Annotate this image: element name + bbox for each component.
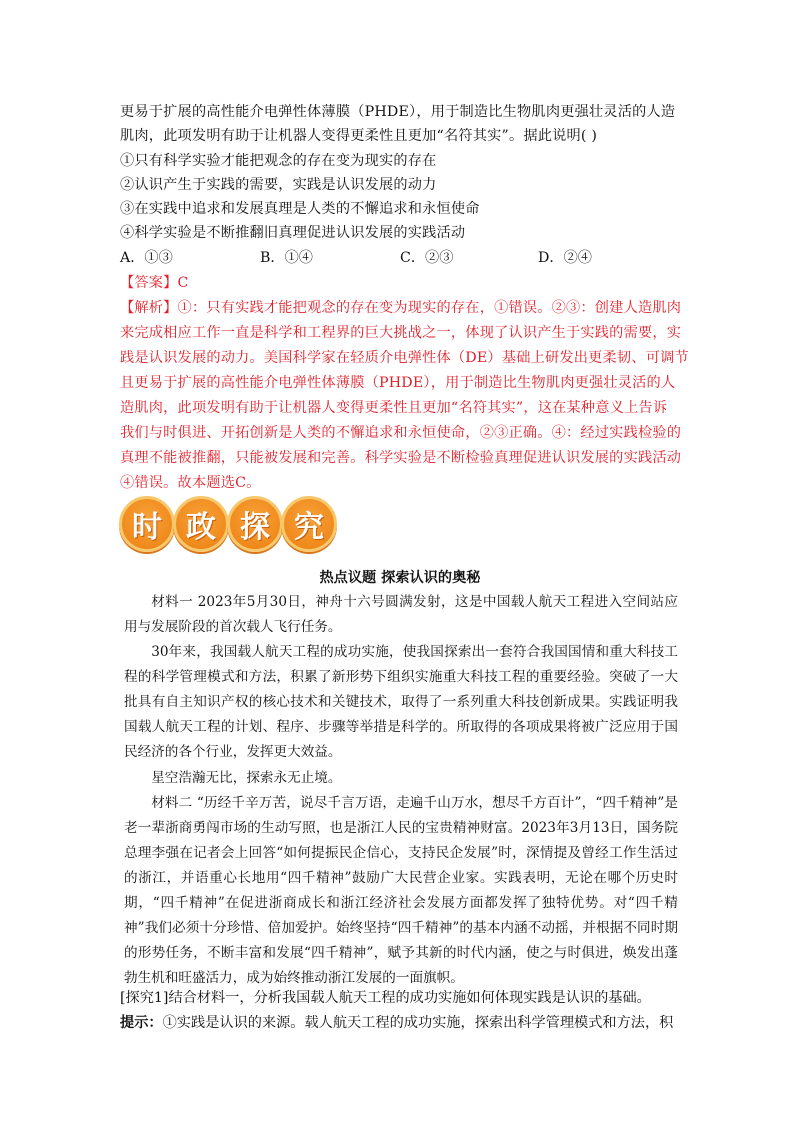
hint-label: 提示：	[120, 1015, 163, 1031]
answer-label: 【答案】C	[120, 275, 189, 291]
option-b: B．①④	[260, 250, 313, 266]
analysis-line: 真理不能被推翻，只能被发展和完善。科学实验是不断检验真理促进认识发展的实践活动	[120, 450, 682, 466]
material-1-closing: 星空浩瀚无比，探索永无止境。	[151, 770, 342, 786]
statement-1: ①只有科学实验才能把观念的存在变为现实的存在	[120, 153, 437, 169]
option-d: D．②④	[538, 250, 592, 266]
statement-2: ②认识产生于实践的需要，实践是认识发展的动力	[120, 177, 437, 193]
statement-4: ④科学实验是不断推翻旧真理促进认识发展的实践活动	[120, 225, 466, 241]
analysis-line: 【解析】①：只有实践才能把观念的存在变为现实的存在，①错误。②③：创建人造肌肉	[120, 300, 682, 316]
analysis-line: 且更易于扩展的高性能介电弹性体薄膜（PHDE），用于制造比生物肌肉更强壮灵活的人	[120, 375, 676, 391]
question-line-2: 肌肉，此项发明有助于让机器人变得更柔性且更加“名符其实”。据此说明( )	[120, 128, 598, 144]
analysis-line: 践是认识发展的动力。美国科学家在轻质介电弹性体（DE）基础上研发出更柔韧、可调节	[120, 350, 689, 366]
analysis-line: 造肌肉，此项发明有助于让机器人变得更柔性且更加“名符其实”，这在某种意义上告诉	[120, 400, 668, 416]
hint-line	[120, 1012, 673, 1032]
statement-3: ③在实践中追求和发展真理是人类的不懈追求和永恒使命	[120, 201, 480, 217]
banner-char: 究	[294, 510, 324, 545]
banner-badge	[173, 496, 229, 552]
hint-text: ①实践是认识的来源。载人航天工程的成功实施，探索出科学管理模式和方法，积	[162, 1015, 674, 1031]
banner-char: 探	[240, 510, 270, 545]
material-2-paragraph: 材料二 “历经千辛万苦，说尽千言万语，走遍千山万水，想尽千方百计”，“四千精神”是老一辈浙商勇闯市场的生动写照，也是浙江人民的宝贵精神财富。2023年3月13日，国务院总理李强在记者会上回答“如何提振民企信心，支持民企发展”时，深情提及曾经工作生活过的浙江，并语重心长地用“四千精神”鼓励广大民营企业家。实践表明，无论在哪个历史时期，“四千精神”在促进浙商成长和浙江经济社会发展方面都发挥了独特优势。对“四千精神”我们必须十分珍惜、倍加爱护。始终坚持“四千精神”的基本内涵不动摇，并根据不同时期的形势任务，不断丰富和发展“四千精神”，赋予其新的时代内涵，使之与时俱进，焕发出蓬勃生机和旺盛活力，成为始终推动浙江发展的一面旗帜。	[124, 795, 678, 986]
option-c: C．②③	[400, 250, 454, 266]
topic-title: 热点议题 探索认识的奥秘	[319, 570, 481, 586]
analysis-line: ④错误。故本题选C。	[120, 475, 261, 491]
question-line-1: 更易于扩展的高性能介电弹性体薄膜（PHDE），用于制造比生物肌肉更强壮灵活的人造	[120, 104, 676, 120]
analysis-line: 来完成相应工作一直是科学和工程界的巨大挑战之一，体现了认识产生于实践的需要，实	[120, 325, 682, 341]
section-banner	[119, 496, 335, 554]
banner-char: 时	[132, 510, 162, 545]
explore-question: [探究1]结合材料一，分析我国载人航天工程的成功实施如何体现实践是认识的基础。	[120, 990, 651, 1006]
banner-badge	[227, 496, 283, 552]
material-1-body: 30年来，我国载人航天工程的成功实施，使我国探索出一套符合我国国情和重大科技工程的科学管理模式和方法，积累了新形势下组织实施重大科技工程的重要经验。突破了一大批具有自主知识产权的核心技术和关键技术，取得了一系列重大科技创新成果。实践证明我国载人航天工程的计划、程序、步骤等举措是科学的。所取得的各项成果将被广泛应用于国民经济的各个行业，发挥更大效益。	[124, 644, 678, 760]
banner-badge	[281, 496, 337, 552]
banner-char: 政	[186, 510, 216, 545]
material-1-paragraph: 材料一 2023年5月30日，神舟十六号圆满发射，这是中国载人航天工程进入空间站应用与发展阶段的首次载人飞行任务。	[124, 594, 678, 635]
analysis-line: 我们与时俱进、开拓创新是人类的不懈追求和永恒使命，②③正确。④：经过实践检验的	[120, 425, 682, 441]
option-a: A．①③	[120, 250, 173, 266]
banner-badge	[119, 496, 175, 552]
